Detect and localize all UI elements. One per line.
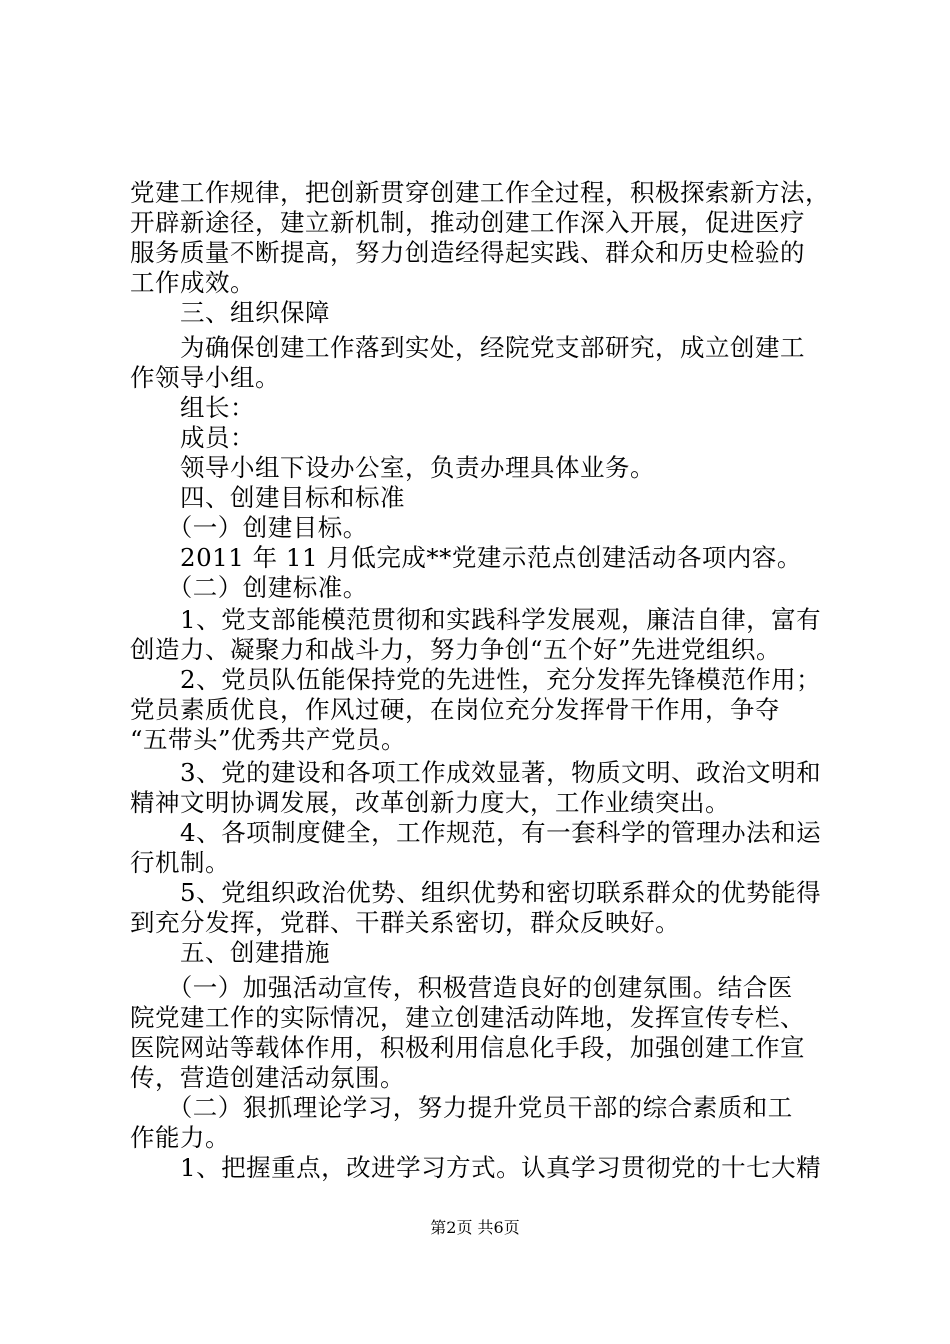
- text-line: 3、党的建设和各项工作成效显著，物质文明、政治文明和: [130, 758, 822, 787]
- text-line: 1、把握重点，改进学习方式。认真学习贯彻党的十七大精: [130, 1153, 822, 1182]
- text-line: 1、党支部能模范贯彻和实践科学发展观，廉洁自律，富有: [130, 605, 822, 634]
- text-line: 医院网站等载体作用，积极利用信息化手段，加强创建工作宣: [130, 1033, 805, 1062]
- text-line: “五带头”优秀共产党员。: [130, 725, 407, 754]
- text-line: 传，营造创建活动氛围。: [130, 1063, 405, 1092]
- text-line: 作能力。: [130, 1123, 230, 1152]
- text-line: 组长：: [130, 393, 255, 422]
- text-line: 院党建工作的实际情况，建立创建活动阵地，发挥宣传专栏、: [130, 1003, 805, 1032]
- text-line: 2、党员队伍能保持党的先进性，充分发挥先锋模范作用；: [130, 665, 822, 694]
- text-line: 服务质量不断提高，努力创造经得起实践、群众和历史检验的: [130, 238, 805, 267]
- section-heading: 四、创建目标和标准: [130, 483, 405, 512]
- subsection-heading: （一）创建目标。: [130, 513, 368, 542]
- text-line: 5、党组织政治优势、组织优势和密切联系群众的优势能得: [130, 878, 822, 907]
- text-line: 4、各项制度健全，工作规范，有一套科学的管理办法和运: [130, 818, 822, 847]
- text-line: 党建工作规律，把创新贯穿创建工作全过程，积极探索新方法，: [130, 178, 830, 207]
- text-line: 为确保创建工作落到实处，经院党支部研究，成立创建工: [130, 333, 805, 362]
- text-line: 成员：: [130, 423, 255, 452]
- text-line: 工作成效。: [130, 268, 255, 297]
- subsection-heading: （二）创建标准。: [130, 573, 368, 602]
- text-line: 精神文明协调发展，改革创新力度大，工作业绩突出。: [130, 788, 730, 817]
- page-number: 第2页 共6页: [430, 1218, 520, 1237]
- text-line: 领导小组下设办公室，负责办理具体业务。: [130, 453, 655, 482]
- text-line: 行机制。: [130, 848, 230, 877]
- section-heading: 五、创建措施: [130, 938, 330, 967]
- text-line: 党员素质优良，作风过硬，在岗位充分发挥骨干作用，争夺: [130, 695, 780, 724]
- text-line: （二）狠抓理论学习，努力提升党员干部的综合素质和工: [130, 1093, 793, 1122]
- text-line: （一）加强活动宣传，积极营造良好的创建氛围。结合医: [130, 973, 793, 1002]
- text-line: 开辟新途径，建立新机制，推动创建工作深入开展，促进医疗: [130, 208, 805, 237]
- text-line: 到充分发挥，党群、干群关系密切，群众反映好。: [130, 908, 680, 937]
- text-line: 作领导小组。: [130, 363, 280, 392]
- text-line: 创造力、凝聚力和战斗力，努力争创“五个好”先进党组织。: [130, 635, 782, 664]
- section-heading: 三、组织保障: [130, 298, 330, 327]
- text-line: 2011 年 11 月低完成**党建示范点创建活动各项内容。: [130, 543, 802, 572]
